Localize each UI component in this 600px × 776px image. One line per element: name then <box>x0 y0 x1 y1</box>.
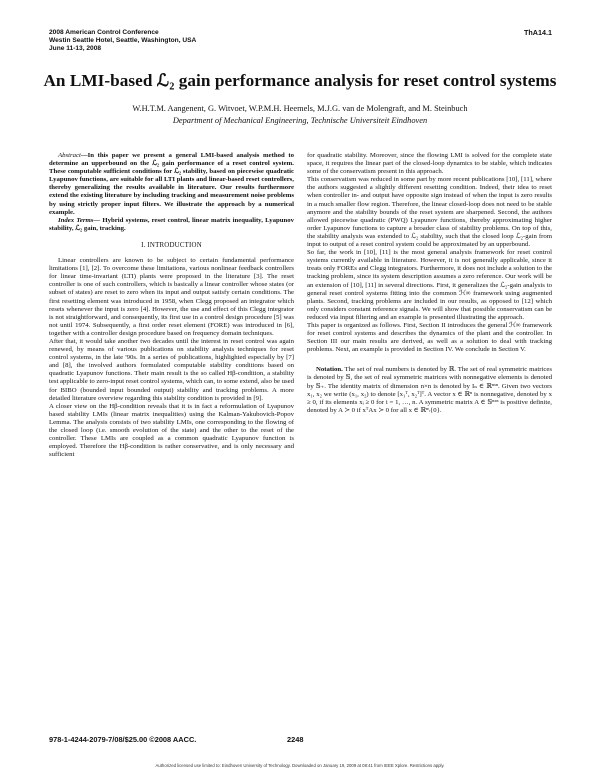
paper-title: An LMI-based ℒ₂ gain performance analysis for reset control systems <box>43 71 557 90</box>
notation-label: Notation. <box>316 366 343 374</box>
notation-paragraph <box>307 366 552 415</box>
conference-dates: June 11-13, 2008 <box>49 45 102 52</box>
conference-name: 2008 American Control Conference <box>49 29 159 36</box>
notation-text: The set of real numbers is denoted by ℝ. The set of real symmetric matrices is denoted by 𝕊, the set of real symmetric matrices with nonnegative elements is denoted by 𝕊₊. The identity matrix of dimension n×n is denoted by Iₙ ∈ ℝⁿˣⁿ. Given two vectors x₁, x₂ we write (x₁, x₂) to denote [x₁ᵀ, x₂ᵀ]ᵀ. A vector x ∈ ℝⁿ is nonnegative, denoted by x ≥ 0, if its elements xᵢ ≥ 0 for i = 1, …, n. A symmetric matrix A ∈ 𝕊ⁿˣⁿ is positive definite, denoted by A ≻ 0 if xᵀAx ≻ 0 for all x ∈ ℝⁿ\{0}. <box>307 366 552 414</box>
intro-paragraph-1: Linear controllers are known to be subject to certain fundamental performance limitations [1], [2]. To overcome these limitations, various nonlinear feedback controllers for linear time-invariant (LTI) plants were proposed in the literature [3]. The reset controller is one of such controllers, which is basically a linear controller whose states (or subset of states) are reset to zero when its input and output satisfy certain conditions. The first resetting element was introduced in 1958, when Clegg proposed an integrator which resets whenever the input is zero [4]. However, the use and effect of this Clegg integrator is not straightforward, and consequently, its first use in a control design procedure [5] was not until 1974. Subsequently, a first order reset element (FORE) was introduced in [6], together with a controller design procedure based on frequency domain techniques. <box>49 257 294 337</box>
intro-paragraph-6: So far, the work in [10], [11] is the most general analysis framework for reset control systems currently available in literature. However, it is not generally applicable, since it treats only FOREs and Clegg integrators. Furthermore, it does not include a solution to the tracking problem, since its system description assumes a zero reference. Our work will be an extension of [10], [11] in several directions. First, it generalizes the ℒ₂-gain analysis to general reset control systems fitting into the common ℋ∞ framework using augmented plants. Second, tracking problems are included in our results, as opposed to [12] which only considers constant reference signals. We will show that possible conservatism can be reduced via input filtering and an example is presented illustrating the approach. <box>307 249 552 321</box>
session-code: ThA14.1 <box>524 28 552 37</box>
abstract: Abstract—In this paper we present a general LMI-based analysis method to determine an upperbound on the ℒ₂ gain performance of a reset control system. These computable sufficient conditions for ℒ₂ stability, based on piecewise quadratic Lyapunov functions, are suitable for all LTI plants and linear-based reset controllers, thereby generalizing the results available in literature. Our results furthermore extend the existing literature by including tracking and measurement noise problems by using strictly proper input filters. We illustrate the approach by a numerical example. <box>49 152 294 216</box>
page-number: 2248 <box>287 735 304 744</box>
index-terms-text: Hybrid systems, reset control, linear matrix inequality, Lyapunov stability, ℒ₂ gain, tracking. <box>49 216 294 232</box>
section-heading-introduction: I. INTRODUCTION <box>141 241 202 249</box>
abstract-text: In this paper we present a general LMI-based analysis method to determine an upperbound on the ℒ₂ gain performance of a reset control system. These computable sufficient conditions for ℒ₂ stability, based on piecewise quadratic Lyapunov functions, are suitable for all LTI plants and linear-based reset controllers, thereby generalizing the results available in literature. Our results furthermore extend the existing literature by including tracking and measurement noise problems by using strictly proper input filters. We illustrate the approach by a numerical example. <box>49 152 294 216</box>
right-column <box>307 152 552 415</box>
intro-paragraph-4: for quadratic stability. Moreover, since the flowing LMI is solved for the complete state space, it requires the linear part of the closed-loop dynamics to be stable, which indicates some of the conservatism present in this approach. <box>307 152 552 176</box>
intro-paragraph-2: After that, it would take another two decades until the interest in reset control was again renewed, by means of various publications on stability analysis techniques for reset control systems, in the late '90s. In a series of publications, highlighted especially by [7] and [8], the involved authors formulated computable stability conditions based on quadratic Lyapunov functions. Their main result is the so called Hβ-condition, a stability test applicable to zero-input reset control systems, which can, to some extend, also be used for BIBO (bounded input bounded output) stability and tracking problems. A more detailed literature overview regarding this stability condition is provided in [9]. <box>49 337 294 402</box>
conference-venue: Westin Seattle Hotel, Seattle, Washington, USA <box>49 37 197 44</box>
abstract-label: Abstract <box>58 152 81 159</box>
intro-paragraph-3: A closer view on the Hβ-condition reveals that it is in fact a reformulation of Lyapunov based stability LMIs (linear matrix inequalities) using the Kalman-Yakubovich-Popov Lemma. The analysis consists of two stability LMIs, one corresponding to the flowing of the closed loop (i.e. smooth evolution of the state) and the other to the reset of the controller. These LMIs are coupled as a common quadratic Lyapunov function is employed. Therefore the Hβ-condition is rather conservative, and is only necessary and sufficient <box>49 402 294 459</box>
isbn-copyright: 978-1-4244-2079-7/08/$25.00 ©2008 AACC. <box>49 735 197 744</box>
license-notice: Authorized licensed use limited to: Eindhoven University of Technology. Downloaded on January 19, 2009 at 08:41 from IEEE Xplore. Restrictions apply. <box>155 763 445 768</box>
conference-header <box>49 29 349 53</box>
left-column <box>49 152 294 459</box>
index-terms-label: Index Terms <box>58 216 94 224</box>
index-terms: Index Terms— Hybrid systems, reset control, linear matrix inequality, Lyapunov stability, ℒ₂ gain, tracking. <box>49 216 294 232</box>
affiliation: Department of Mechanical Engineering, Technische Universiteit Eindhoven <box>172 116 428 125</box>
intro-paragraph-7: This paper is organized as follows. First, Section II introduces the general ℋ∞ framework for reset control systems and describes the dynamics of the plant and the controller. In Section III our main results are derived, as well as a solution to deal with tracking problems. Next, an example is provided in Section IV. We conclude in Section V. <box>307 321 552 354</box>
author-list: W.H.T.M. Aangenent, G. Witvoet, W.P.M.H. Heemels, M.J.G. van de Molengraft, and M. Steinbuch <box>132 104 468 113</box>
intro-paragraph-5: This conservatism was reduced in some part by more recent publications [10], [11], where the authors suggested a slightly different resetting condition. Indeed, their idea to reset when controller in- and output have opposite sign instead of when the input is zero results in a much smaller flow region. Therefore, the linear closed-loop does not need to be stable anymore and the stability bounds of the reset system are sharpened. Second, the authors allowed piecewise quadratic (PWQ) Lyapunov functions, thereby approximating higher order Lyapunov functions to capture a broader class of stability problems. On top of this, the stability analysis was extended to ℒ₂ stability, such that the closed loop ℒ₂-gain from input to output of a reset control system could be approximated by an upperbound. <box>307 176 552 249</box>
